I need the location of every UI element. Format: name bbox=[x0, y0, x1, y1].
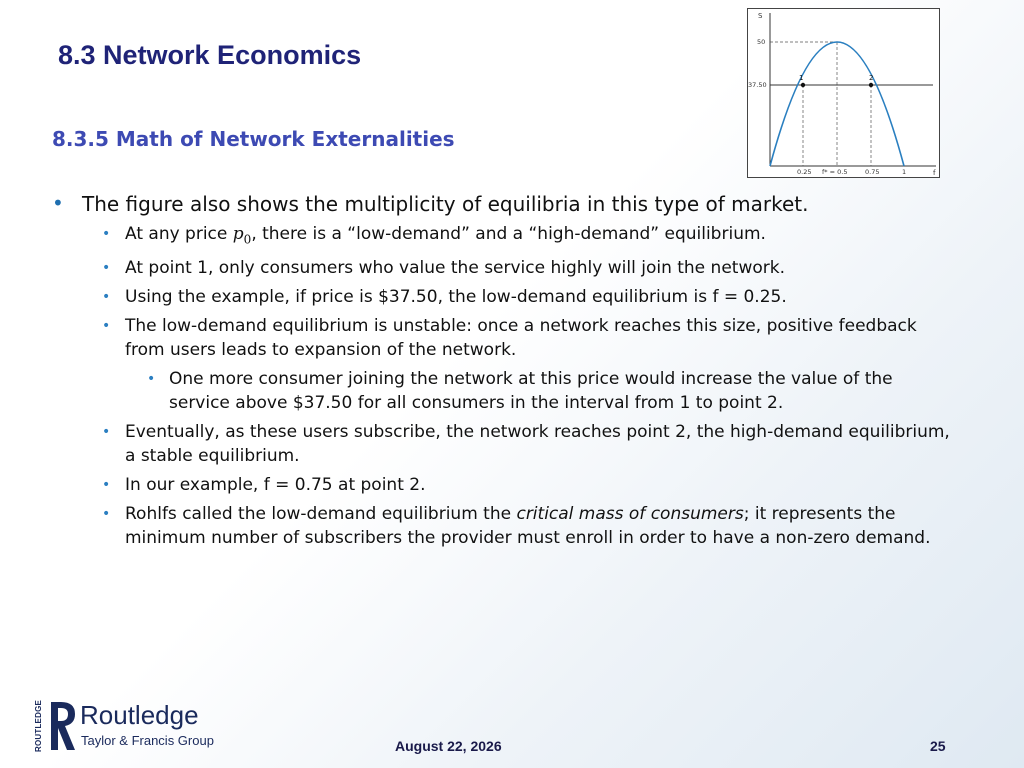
sub-bullet-text-a: At any price bbox=[125, 224, 233, 244]
sub-bullet-text: Eventually, as these users subscribe, the network reaches point 2, the high-demand equilibrium, a stable equilibrium. bbox=[125, 422, 950, 467]
x-tick-0.75: 0.75 bbox=[865, 168, 880, 176]
sub-bullet-text-b: ; it represents the minimum number of subscribers the provider must enroll in order to have a non-zero demand. bbox=[125, 504, 931, 549]
sub-sub-bullet-text: One more consumer joining the network at this price would increase the value of the service above $37.50 for all consumers in the interval from 1 to point 2. bbox=[169, 369, 893, 414]
demand-curve-figure bbox=[747, 8, 940, 178]
slide-title: 8.3 Network Economics bbox=[58, 40, 362, 70]
page-number: 25 bbox=[930, 738, 946, 754]
y-axis-label: S bbox=[758, 12, 763, 20]
routledge-logo bbox=[30, 698, 230, 754]
bullet-dot: • bbox=[102, 424, 111, 441]
price-symbol-sub: 0 bbox=[243, 232, 252, 247]
sub-bullet bbox=[50, 285, 950, 309]
y-tick-price: 37.50 bbox=[748, 81, 767, 89]
price-symbol bbox=[232, 224, 252, 247]
bullet-dot: • bbox=[52, 191, 64, 215]
logo-vertical-text: ROUTLEDGE bbox=[34, 699, 43, 752]
bullet-dot: • bbox=[147, 371, 156, 388]
equilibrium-point-1 bbox=[801, 83, 805, 87]
bullet-main bbox=[50, 190, 950, 218]
footer-date: August 22, 2026 bbox=[395, 738, 502, 754]
sub-bullet bbox=[50, 502, 950, 550]
sub-bullet-text: Using the example, if price is $37.50, the low-demand equilibrium is f = 0.25. bbox=[125, 287, 787, 308]
price-symbol-p: p bbox=[232, 224, 244, 244]
y-tick-50: 50 bbox=[757, 38, 766, 46]
critical-mass-term: critical mass of consumers bbox=[516, 504, 744, 525]
sub-bullet bbox=[50, 222, 950, 251]
x-tick-fstar: f* = 0.5 bbox=[822, 168, 848, 176]
sub-bullet bbox=[50, 420, 950, 468]
x-tick-1: 1 bbox=[902, 168, 907, 176]
sub-bullet bbox=[50, 314, 950, 362]
sub-bullet-text-a: Rohlfs called the low-demand equilibrium the bbox=[125, 504, 517, 525]
x-axis-label: f bbox=[933, 169, 936, 177]
point1-label: 1 bbox=[799, 74, 804, 82]
bullet-dot: • bbox=[102, 260, 111, 277]
bullet-main-text: The figure also shows the multiplicity of equilibria in this type of market. bbox=[82, 192, 809, 216]
sub-bullet-text: At point 1, only consumers who value the service highly will join the network. bbox=[125, 258, 785, 279]
bullet-dot: • bbox=[102, 226, 111, 242]
demand-curve-svg bbox=[748, 9, 939, 177]
sub-bullet-text-b: , there is a “low-demand” and a “high-demand” equilibrium. bbox=[251, 224, 766, 244]
bullet-dot: • bbox=[102, 477, 111, 494]
bullet-dot: • bbox=[102, 506, 111, 523]
sub-bullet-text: In our example, f = 0.75 at point 2. bbox=[125, 475, 426, 496]
point2-label: 2 bbox=[869, 74, 874, 82]
routledge-r-icon bbox=[47, 700, 79, 752]
slide-content bbox=[50, 190, 950, 555]
section-subtitle: 8.3.5 Math of Network Externalities bbox=[52, 127, 455, 151]
sub-bullet bbox=[50, 473, 950, 497]
bullet-dot: • bbox=[102, 318, 111, 335]
sub-bullet bbox=[50, 256, 950, 280]
logo-subtitle: Taylor & Francis Group bbox=[81, 733, 214, 748]
x-tick-0.25: 0.25 bbox=[797, 168, 812, 176]
equilibrium-point-2 bbox=[869, 83, 873, 87]
logo-name: Routledge bbox=[80, 700, 199, 730]
bullet-dot: • bbox=[102, 289, 111, 306]
sub-sub-bullet bbox=[50, 367, 950, 415]
sub-bullet-text: The low-demand equilibrium is unstable: once a network reaches this size, positive feedback from users leads to expansion of the network. bbox=[125, 316, 917, 361]
